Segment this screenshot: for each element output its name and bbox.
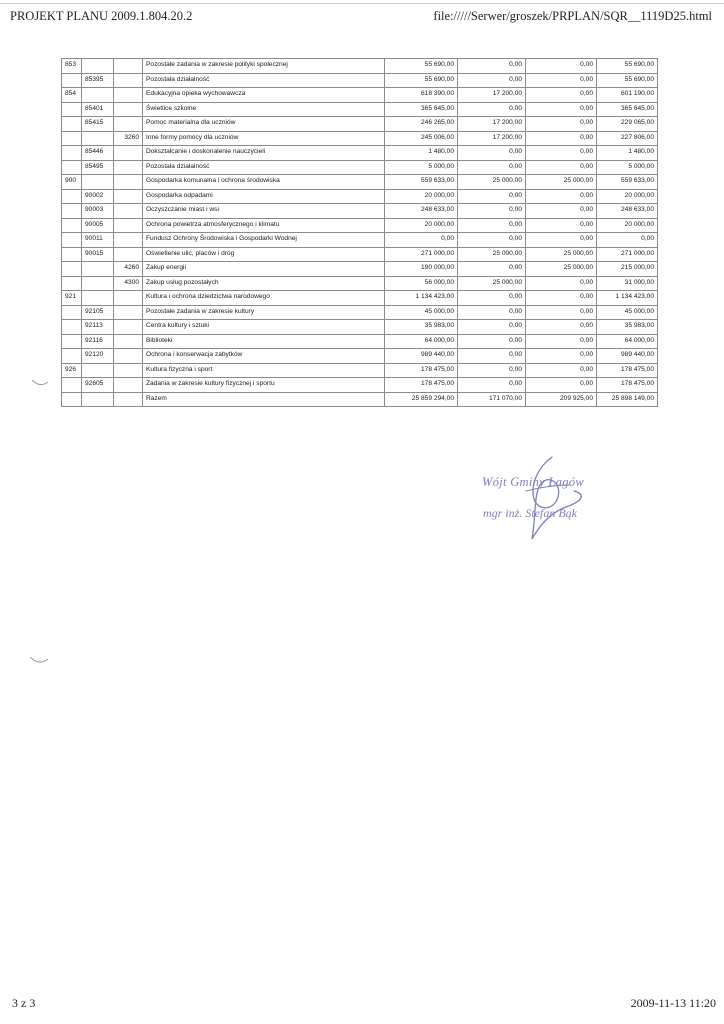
- decrease-amount-cell: 25 000,00: [458, 247, 526, 262]
- table-row: [62, 349, 658, 364]
- paragraph-code-cell: 4260: [114, 262, 143, 277]
- punch-hole-mark-lower: [28, 654, 50, 666]
- plan-amount-cell: 178 475,00: [385, 363, 458, 378]
- paragraph-code-cell: [114, 88, 143, 103]
- item-name-cell: Kultura fizyczna i sport: [143, 363, 385, 378]
- chapter-code-cell: [82, 392, 114, 407]
- chapter-code-cell: 90005: [82, 218, 114, 233]
- item-name-cell: Centra kultury i sztuki: [143, 320, 385, 335]
- plan-after-change-cell: 271 000,00: [597, 247, 658, 262]
- chapter-code-cell: [82, 131, 114, 146]
- plan-amount-cell: 1 134 423,00: [385, 291, 458, 306]
- increase-amount-cell: 0,00: [526, 363, 597, 378]
- item-name-cell: Razem: [143, 392, 385, 407]
- increase-amount-cell: 0,00: [526, 131, 597, 146]
- plan-amount-cell: 20 000,00: [385, 189, 458, 204]
- decrease-amount-cell: 0,00: [458, 334, 526, 349]
- increase-amount-cell: 0,00: [526, 73, 597, 88]
- section-code-cell: [62, 218, 82, 233]
- item-name-cell: Oczyszczanie miast i wsi: [143, 204, 385, 219]
- item-name-cell: Edukacyjna opieka wychowawcza: [143, 88, 385, 103]
- increase-amount-cell: 209 925,00: [526, 392, 597, 407]
- table-row: [62, 88, 658, 103]
- signature-title: Wójt Gminy Łagów: [482, 475, 585, 489]
- table-row: [62, 262, 658, 277]
- paragraph-code-cell: [114, 247, 143, 262]
- section-code-cell: [62, 146, 82, 161]
- item-name-cell: Świetlice szkolne: [143, 102, 385, 117]
- plan-amount-cell: 246 265,00: [385, 117, 458, 132]
- plan-after-change-cell: 45 000,00: [597, 305, 658, 320]
- chapter-code-cell: 90011: [82, 233, 114, 248]
- plan-amount-cell: 271 000,00: [385, 247, 458, 262]
- chapter-code-cell: 90002: [82, 189, 114, 204]
- plan-after-change-cell: 178 475,00: [597, 363, 658, 378]
- item-name-cell: Zakup usług pozostałych: [143, 276, 385, 291]
- plan-after-change-cell: 178 475,00: [597, 378, 658, 393]
- item-name-cell: Inne formy pomocy dla uczniów: [143, 131, 385, 146]
- section-code-cell: [62, 247, 82, 262]
- chapter-code-cell: [82, 276, 114, 291]
- decrease-amount-cell: 0,00: [458, 320, 526, 335]
- table-row: [62, 218, 658, 233]
- section-code-cell: [62, 102, 82, 117]
- decrease-amount-cell: 0,00: [458, 189, 526, 204]
- print-datetime: 2009-11-13 11:20: [630, 996, 716, 1010]
- paragraph-code-cell: [114, 204, 143, 219]
- paragraph-code-cell: [114, 320, 143, 335]
- item-name-cell: Dokształcanie i doskonalenie nauczycieli: [143, 146, 385, 161]
- item-name-cell: Pozostałe zadania w zakresie kultury: [143, 305, 385, 320]
- section-code-cell: [62, 73, 82, 88]
- table-row: [62, 160, 658, 175]
- plan-after-change-cell: 989 440,00: [597, 349, 658, 364]
- plan-after-change-cell: 365 645,00: [597, 102, 658, 117]
- item-name-cell: Fundusz Ochrony Środowiska i Gospodarki Wodnej: [143, 233, 385, 248]
- plan-amount-cell: 178 475,00: [385, 378, 458, 393]
- section-code-cell: [62, 349, 82, 364]
- plan-after-change-cell: 20 000,00: [597, 218, 658, 233]
- chapter-code-cell: 92120: [82, 349, 114, 364]
- item-name-cell: Gospodarka odpadami: [143, 189, 385, 204]
- item-name-cell: Pozostałe zadania w zakresie polityki społecznej: [143, 59, 385, 74]
- table-row: [62, 59, 658, 74]
- decrease-amount-cell: 0,00: [458, 59, 526, 74]
- plan-amount-cell: 618 390,00: [385, 88, 458, 103]
- item-name-cell: Ochrona i konserwacja zabytków: [143, 349, 385, 364]
- decrease-amount-cell: 0,00: [458, 73, 526, 88]
- plan-amount-cell: 1 480,00: [385, 146, 458, 161]
- table-row: [62, 204, 658, 219]
- decrease-amount-cell: 25 000,00: [458, 175, 526, 190]
- signature-stamp: [470, 455, 630, 545]
- plan-after-change-cell: 31 000,00: [597, 276, 658, 291]
- plan-amount-cell: 190 000,00: [385, 262, 458, 277]
- plan-amount-cell: 248 633,00: [385, 204, 458, 219]
- section-code-cell: [62, 334, 82, 349]
- decrease-amount-cell: 25 000,00: [458, 276, 526, 291]
- item-name-cell: Pozostała działalność: [143, 160, 385, 175]
- plan-after-change-cell: 559 633,00: [597, 175, 658, 190]
- plan-after-change-cell: 20 000,00: [597, 189, 658, 204]
- plan-amount-cell: 559 633,00: [385, 175, 458, 190]
- paragraph-code-cell: [114, 175, 143, 190]
- plan-after-change-cell: 0,00: [597, 233, 658, 248]
- item-name-cell: Oświetlenie ulic, placów i dróg: [143, 247, 385, 262]
- section-code-cell: [62, 233, 82, 248]
- table-row: [62, 378, 658, 393]
- chapter-code-cell: 90003: [82, 204, 114, 219]
- decrease-amount-cell: 0,00: [458, 160, 526, 175]
- chapter-code-cell: 85395: [82, 73, 114, 88]
- section-code-cell: 853: [62, 59, 82, 74]
- chapter-code-cell: 92113: [82, 320, 114, 335]
- paragraph-code-cell: [114, 363, 143, 378]
- chapter-code-cell: 85401: [82, 102, 114, 117]
- plan-amount-cell: 5 000,00: [385, 160, 458, 175]
- section-code-cell: [62, 276, 82, 291]
- increase-amount-cell: 0,00: [526, 189, 597, 204]
- decrease-amount-cell: 0,00: [458, 102, 526, 117]
- paragraph-code-cell: 3260: [114, 131, 143, 146]
- print-header-path: file://///Serwer/groszek/PRPLAN/SQR__1119D25.html: [433, 9, 712, 23]
- paragraph-code-cell: [114, 218, 143, 233]
- section-code-cell: [62, 160, 82, 175]
- increase-amount-cell: 0,00: [526, 59, 597, 74]
- increase-amount-cell: 0,00: [526, 204, 597, 219]
- table-row: [62, 334, 658, 349]
- budget-table: [61, 58, 658, 407]
- plan-after-change-cell: 229 065,00: [597, 117, 658, 132]
- paragraph-code-cell: [114, 117, 143, 132]
- increase-amount-cell: 0,00: [526, 276, 597, 291]
- item-name-cell: Pomoc materialna dla uczniów: [143, 117, 385, 132]
- plan-after-change-cell: 64 000,00: [597, 334, 658, 349]
- header-rule: [0, 3, 724, 4]
- chapter-code-cell: 90015: [82, 247, 114, 262]
- table-row: [62, 305, 658, 320]
- plan-amount-cell: 0,00: [385, 233, 458, 248]
- section-code-cell: [62, 204, 82, 219]
- decrease-amount-cell: 0,00: [458, 305, 526, 320]
- table-row: [62, 131, 658, 146]
- table-row: [62, 363, 658, 378]
- plan-amount-cell: 989 440,00: [385, 349, 458, 364]
- table-row: [62, 117, 658, 132]
- plan-amount-cell: 35 983,00: [385, 320, 458, 335]
- plan-after-change-cell: 5 000,00: [597, 160, 658, 175]
- paragraph-code-cell: [114, 233, 143, 248]
- paragraph-code-cell: [114, 160, 143, 175]
- table-row: [62, 392, 658, 407]
- paragraph-code-cell: [114, 59, 143, 74]
- increase-amount-cell: 0,00: [526, 305, 597, 320]
- table-row: [62, 291, 658, 306]
- plan-after-change-cell: 35 983,00: [597, 320, 658, 335]
- section-code-cell: [62, 392, 82, 407]
- table-row: [62, 146, 658, 161]
- chapter-code-cell: [82, 88, 114, 103]
- decrease-amount-cell: 0,00: [458, 146, 526, 161]
- chapter-code-cell: [82, 59, 114, 74]
- chapter-code-cell: [82, 175, 114, 190]
- increase-amount-cell: 0,00: [526, 233, 597, 248]
- item-name-cell: Gospodarka komunalna i ochrona środowiska: [143, 175, 385, 190]
- plan-amount-cell: 20 000,00: [385, 218, 458, 233]
- handwritten-signature: [470, 455, 630, 545]
- plan-after-change-cell: 601 190,00: [597, 88, 658, 103]
- increase-amount-cell: 0,00: [526, 291, 597, 306]
- paragraph-code-cell: [114, 73, 143, 88]
- decrease-amount-cell: 0,00: [458, 204, 526, 219]
- paragraph-code-cell: [114, 378, 143, 393]
- plan-amount-cell: 365 645,00: [385, 102, 458, 117]
- plan-amount-cell: 55 690,00: [385, 73, 458, 88]
- increase-amount-cell: 0,00: [526, 117, 597, 132]
- item-name-cell: Zakup energii: [143, 262, 385, 277]
- plan-amount-cell: 64 000,00: [385, 334, 458, 349]
- section-code-cell: [62, 131, 82, 146]
- paragraph-code-cell: [114, 392, 143, 407]
- decrease-amount-cell: 0,00: [458, 378, 526, 393]
- table-row: [62, 276, 658, 291]
- section-code-cell: [62, 320, 82, 335]
- chapter-code-cell: 85495: [82, 160, 114, 175]
- table-row: [62, 233, 658, 248]
- increase-amount-cell: 25 000,00: [526, 175, 597, 190]
- section-code-cell: [62, 189, 82, 204]
- section-code-cell: [62, 378, 82, 393]
- table-row: [62, 247, 658, 262]
- section-code-cell: [62, 262, 82, 277]
- plan-after-change-cell: 55 690,00: [597, 73, 658, 88]
- decrease-amount-cell: 17 200,00: [458, 88, 526, 103]
- table-row: [62, 189, 658, 204]
- increase-amount-cell: 0,00: [526, 349, 597, 364]
- decrease-amount-cell: 17 200,00: [458, 131, 526, 146]
- item-name-cell: Pozostała działalność: [143, 73, 385, 88]
- paragraph-code-cell: [114, 349, 143, 364]
- decrease-amount-cell: 17 200,00: [458, 117, 526, 132]
- paragraph-code-cell: [114, 189, 143, 204]
- item-name-cell: Kultura i ochrona dziedzictwa narodowego: [143, 291, 385, 306]
- paragraph-code-cell: [114, 305, 143, 320]
- increase-amount-cell: 0,00: [526, 334, 597, 349]
- chapter-code-cell: 85446: [82, 146, 114, 161]
- plan-after-change-cell: 1 480,00: [597, 146, 658, 161]
- increase-amount-cell: 25 000,00: [526, 247, 597, 262]
- chapter-code-cell: [82, 363, 114, 378]
- section-code-cell: 900: [62, 175, 82, 190]
- page-number: 3 z 3: [12, 996, 36, 1010]
- item-name-cell: Zadania w zakresie kultury fizycznej i sportu: [143, 378, 385, 393]
- plan-after-change-cell: 215 000,00: [597, 262, 658, 277]
- decrease-amount-cell: 0,00: [458, 218, 526, 233]
- increase-amount-cell: 0,00: [526, 102, 597, 117]
- decrease-amount-cell: 0,00: [458, 262, 526, 277]
- decrease-amount-cell: 0,00: [458, 233, 526, 248]
- increase-amount-cell: 0,00: [526, 218, 597, 233]
- table-row: [62, 102, 658, 117]
- table-row: [62, 175, 658, 190]
- increase-amount-cell: 0,00: [526, 160, 597, 175]
- plan-after-change-cell: 248 633,00: [597, 204, 658, 219]
- signature-name: mgr inż. Stefan Bąk: [483, 506, 577, 520]
- paragraph-code-cell: [114, 146, 143, 161]
- table-row: [62, 320, 658, 335]
- section-code-cell: 921: [62, 291, 82, 306]
- chapter-code-cell: 85415: [82, 117, 114, 132]
- increase-amount-cell: 0,00: [526, 146, 597, 161]
- table-row: [62, 73, 658, 88]
- chapter-code-cell: [82, 291, 114, 306]
- paragraph-code-cell: [114, 102, 143, 117]
- paragraph-code-cell: [114, 334, 143, 349]
- plan-after-change-cell: 55 690,00: [597, 59, 658, 74]
- chapter-code-cell: 92105: [82, 305, 114, 320]
- chapter-code-cell: 92605: [82, 378, 114, 393]
- plan-after-change-cell: 227 806,00: [597, 131, 658, 146]
- plan-after-change-cell: 25 898 149,00: [597, 392, 658, 407]
- print-header-title: PROJEKT PLANU 2009.1.804.20.2: [10, 9, 193, 23]
- punch-hole-mark-upper: [30, 376, 50, 388]
- plan-amount-cell: 55 690,00: [385, 59, 458, 74]
- increase-amount-cell: 0,00: [526, 378, 597, 393]
- decrease-amount-cell: 0,00: [458, 291, 526, 306]
- chapter-code-cell: [82, 262, 114, 277]
- budget-table-body: [62, 59, 658, 407]
- increase-amount-cell: 0,00: [526, 320, 597, 335]
- decrease-amount-cell: 0,00: [458, 363, 526, 378]
- section-code-cell: 926: [62, 363, 82, 378]
- section-code-cell: 854: [62, 88, 82, 103]
- decrease-amount-cell: 171 070,00: [458, 392, 526, 407]
- item-name-cell: Ochrona powietrza atmosferycznego i klimatu: [143, 218, 385, 233]
- item-name-cell: Biblioteki: [143, 334, 385, 349]
- increase-amount-cell: 0,00: [526, 88, 597, 103]
- plan-amount-cell: 56 000,00: [385, 276, 458, 291]
- paragraph-code-cell: 4300: [114, 276, 143, 291]
- paragraph-code-cell: [114, 291, 143, 306]
- plan-amount-cell: 245 006,00: [385, 131, 458, 146]
- plan-amount-cell: 45 000,00: [385, 305, 458, 320]
- plan-after-change-cell: 1 134 423,00: [597, 291, 658, 306]
- chapter-code-cell: 92116: [82, 334, 114, 349]
- plan-amount-cell: 25 859 294,00: [385, 392, 458, 407]
- section-code-cell: [62, 117, 82, 132]
- decrease-amount-cell: 0,00: [458, 349, 526, 364]
- increase-amount-cell: 25 000,00: [526, 262, 597, 277]
- section-code-cell: [62, 305, 82, 320]
